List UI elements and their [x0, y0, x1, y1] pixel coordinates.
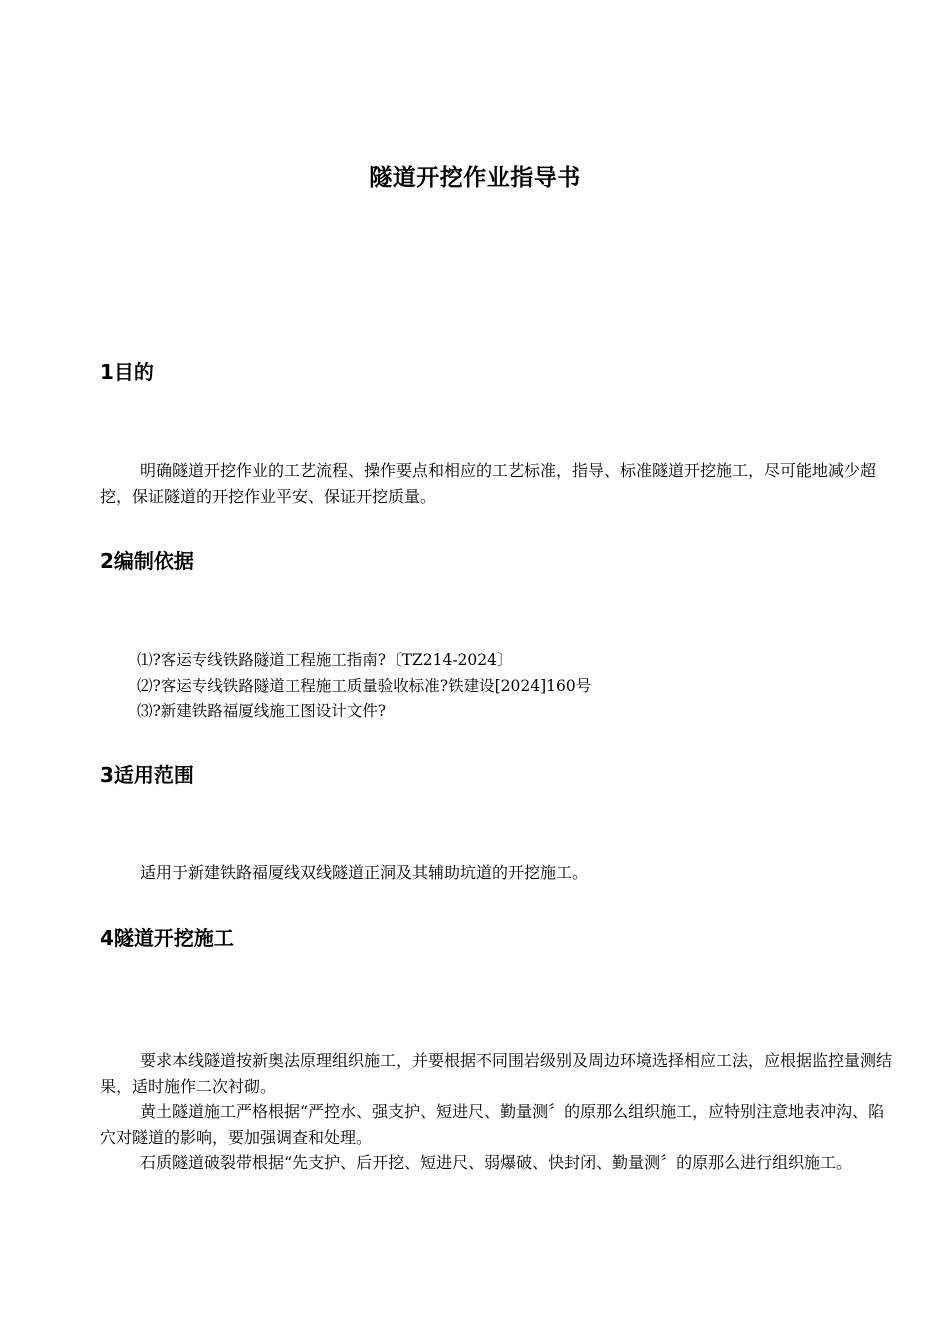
section-paragraph: 要求本线隧道按新奥法原理组织施工，并要根据不同围岩级别及周边环境选择相应工法，应根据监控量测结果，适时施作二次衬砌。	[100, 1051, 893, 1096]
reference-item: ⑴?客运专线铁路隧道工程施工指南?〔TZ214-2024〕	[137, 651, 513, 669]
document-title: 隧道开挖作业指导书	[369, 165, 581, 191]
section-paragraph: 黄土隧道施工严格根据“严控水、强支护、短进尺、勤量测〞的原那么组织施工，应特别注意地表冲沟、陷穴对隧道的影响，要加强调查和处理。	[100, 1102, 885, 1147]
reference-item: ⑶?新建铁路福厦线施工图设计文件?	[137, 702, 387, 720]
section-heading-excavation: 4隧道开挖施工	[100, 926, 234, 950]
section-heading-purpose: 1目的	[100, 360, 154, 384]
section-paragraph: 适用于新建铁路福厦线双线隧道正洞及其辅助坑道的开挖施工。	[140, 863, 589, 882]
reference-item: ⑵?客运专线铁路隧道工程施工质量验收标准?铁建设[2024]160号	[137, 677, 592, 695]
section-heading-scope: 3适用范围	[100, 763, 194, 787]
section-paragraph: 明确隧道开挖作业的工艺流程、操作要点和相应的工艺标准，指导、标准隧道开挖施工，尽可能地减少超挖，保证隧道的开挖作业平安、保证开挖质量。	[100, 461, 877, 506]
section-paragraph: 石质隧道破裂带根据“先支护、后开挖、短进尺、弱爆破、快封闭、勤量测〞的原那么进行组织施工。	[140, 1153, 853, 1172]
section-heading-basis: 2编制依据	[100, 549, 194, 573]
